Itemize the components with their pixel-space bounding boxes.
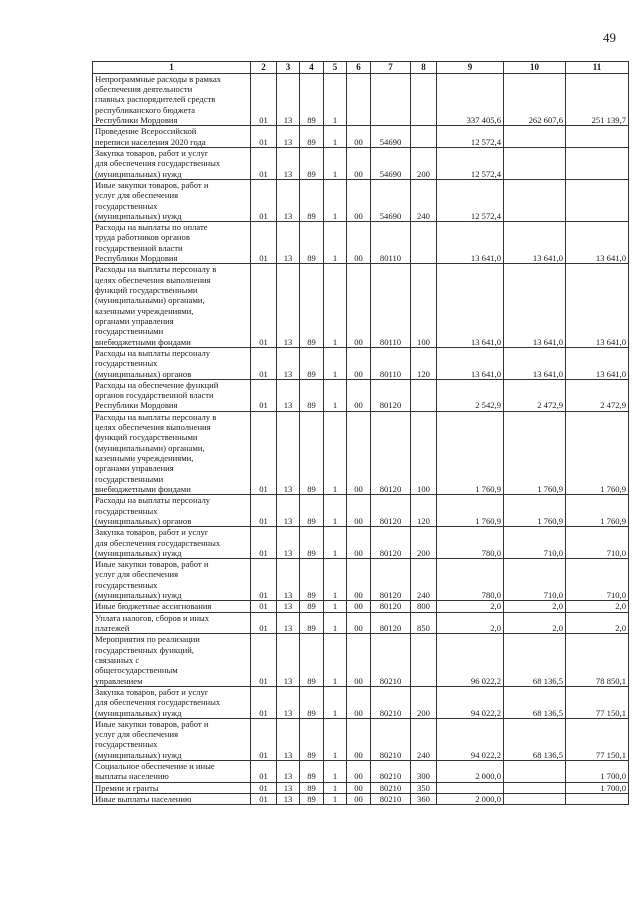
subsection-code: 13 [277, 794, 300, 805]
row-name: Иные выплаты населению [93, 794, 251, 805]
amount-col9: 12 572,4 [437, 126, 504, 148]
amount-col11: 1 760,9 [566, 411, 629, 495]
expense-type-code: 200 [411, 686, 437, 718]
direction-code: 80210 [371, 782, 411, 793]
amount-col11: 251 139,7 [566, 73, 629, 126]
direction-code: 80120 [371, 601, 411, 612]
event-code: 00 [347, 634, 371, 687]
event-code: 00 [347, 782, 371, 793]
amount-col10 [504, 794, 566, 805]
direction-code: 80210 [371, 761, 411, 783]
direction-code: 80110 [371, 264, 411, 348]
subsection-code: 13 [277, 612, 300, 634]
section-code: 01 [251, 222, 277, 264]
direction-code: 54690 [371, 147, 411, 179]
section-code: 01 [251, 601, 277, 612]
row-name: Социальное обеспечение и иные выплаты населению [93, 761, 251, 783]
program-code: 89 [300, 601, 324, 612]
subsection-code: 13 [277, 126, 300, 148]
expense-type-code: 100 [411, 264, 437, 348]
amount-col11: 1 700,0 [566, 761, 629, 783]
subprogram-code: 1 [324, 147, 347, 179]
column-header: 3 [277, 62, 300, 74]
direction-code: 80120 [371, 527, 411, 559]
amount-col9: 13 641,0 [437, 222, 504, 264]
table-row [93, 347, 629, 379]
subprogram-code: 1 [324, 179, 347, 221]
amount-col11: 77 150,1 [566, 718, 629, 760]
direction-code: 54690 [371, 179, 411, 221]
section-code: 01 [251, 527, 277, 559]
subsection-code: 13 [277, 782, 300, 793]
program-code: 89 [300, 347, 324, 379]
table-row [93, 612, 629, 634]
expense-type-code: 200 [411, 147, 437, 179]
amount-col9: 12 572,4 [437, 179, 504, 221]
amount-col10: 2,0 [504, 601, 566, 612]
subsection-code: 13 [277, 527, 300, 559]
event-code: 00 [347, 126, 371, 148]
direction-code: 80210 [371, 634, 411, 687]
column-header: 1 [93, 62, 251, 74]
row-name: Расходы на выплаты персоналу государственных (муниципальных) органов [93, 495, 251, 527]
subsection-code: 13 [277, 147, 300, 179]
subsection-code: 13 [277, 347, 300, 379]
event-code: 00 [347, 495, 371, 527]
event-code: 00 [347, 794, 371, 805]
direction-code: 80120 [371, 559, 411, 601]
direction-code: 80210 [371, 718, 411, 760]
section-code: 01 [251, 73, 277, 126]
amount-col9: 12 572,4 [437, 147, 504, 179]
column-header: 8 [411, 62, 437, 74]
subsection-code: 13 [277, 222, 300, 264]
subprogram-code: 1 [324, 495, 347, 527]
section-code: 01 [251, 761, 277, 783]
event-code: 00 [347, 718, 371, 760]
amount-col9: 1 760,9 [437, 411, 504, 495]
amount-col10 [504, 126, 566, 148]
amount-col11: 2 472,9 [566, 379, 629, 411]
section-code: 01 [251, 147, 277, 179]
table-row [93, 718, 629, 760]
section-code: 01 [251, 718, 277, 760]
amount-col11: 2,0 [566, 612, 629, 634]
program-code: 89 [300, 634, 324, 687]
subsection-code: 13 [277, 761, 300, 783]
amount-col9: 94 022,2 [437, 686, 504, 718]
section-code: 01 [251, 634, 277, 687]
table-row [93, 126, 629, 148]
expense-type-code [411, 634, 437, 687]
program-code: 89 [300, 147, 324, 179]
amount-col11: 710,0 [566, 527, 629, 559]
amount-col10: 262 607,6 [504, 73, 566, 126]
column-header: 7 [371, 62, 411, 74]
direction-code: 80120 [371, 379, 411, 411]
event-code: 00 [347, 559, 371, 601]
subprogram-code: 1 [324, 612, 347, 634]
program-code: 89 [300, 126, 324, 148]
amount-col10: 710,0 [504, 559, 566, 601]
amount-col10: 68 136,5 [504, 686, 566, 718]
table-row [93, 264, 629, 348]
section-code: 01 [251, 126, 277, 148]
table-row [93, 222, 629, 264]
amount-col11 [566, 126, 629, 148]
row-name: Непрограммные расходы в рамках обеспечения деятельности главных распорядителей средств республиканского бюджета Республики Мордовия [93, 73, 251, 126]
section-code: 01 [251, 264, 277, 348]
amount-col11: 2,0 [566, 601, 629, 612]
expense-type-code [411, 379, 437, 411]
amount-col9: 13 641,0 [437, 264, 504, 348]
amount-col9: 337 405,6 [437, 73, 504, 126]
direction-code: 80120 [371, 612, 411, 634]
expense-type-code: 240 [411, 179, 437, 221]
amount-col11: 710,0 [566, 559, 629, 601]
expense-type-code: 850 [411, 612, 437, 634]
amount-col10 [504, 761, 566, 783]
expense-type-code: 300 [411, 761, 437, 783]
subsection-code: 13 [277, 559, 300, 601]
section-code: 01 [251, 379, 277, 411]
row-name: Расходы на выплаты по оплате труда работников органов государственной власти Республики Мордовия [93, 222, 251, 264]
column-header: 5 [324, 62, 347, 74]
amount-col9: 2 000,0 [437, 794, 504, 805]
table-row [93, 601, 629, 612]
event-code: 00 [347, 612, 371, 634]
row-name: Расходы на обеспечение функций органов государственной власти Республики Мордовия [93, 379, 251, 411]
subprogram-code: 1 [324, 126, 347, 148]
amount-col10: 68 136,5 [504, 634, 566, 687]
table-row [93, 782, 629, 793]
row-name: Иные бюджетные ассигнования [93, 601, 251, 612]
row-name: Расходы на выплаты персоналу в целях обеспечения выполнения функций государственными (муниципальными) органами, казенными учреждениями, органами управления государственными внебюджетными фондами [93, 411, 251, 495]
subsection-code: 13 [277, 718, 300, 760]
table-row [93, 527, 629, 559]
table-row [93, 794, 629, 805]
amount-col11 [566, 179, 629, 221]
expense-type-code: 200 [411, 527, 437, 559]
expense-type-code: 240 [411, 559, 437, 601]
section-code: 01 [251, 179, 277, 221]
program-code: 89 [300, 612, 324, 634]
amount-col10: 13 641,0 [504, 264, 566, 348]
subprogram-code: 1 [324, 718, 347, 760]
amount-col10: 68 136,5 [504, 718, 566, 760]
subsection-code: 13 [277, 634, 300, 687]
direction-code: 80110 [371, 347, 411, 379]
amount-col10 [504, 179, 566, 221]
subprogram-code: 1 [324, 601, 347, 612]
amount-col10: 1 760,9 [504, 411, 566, 495]
expense-type-code [411, 73, 437, 126]
subsection-code: 13 [277, 264, 300, 348]
row-name: Проведение Всероссийской переписи населения 2020 года [93, 126, 251, 148]
subsection-code: 13 [277, 601, 300, 612]
amount-col11: 13 641,0 [566, 222, 629, 264]
amount-col11: 13 641,0 [566, 347, 629, 379]
subprogram-code: 1 [324, 222, 347, 264]
subsection-code: 13 [277, 686, 300, 718]
subsection-code: 13 [277, 179, 300, 221]
table-row [93, 179, 629, 221]
table-row [93, 761, 629, 783]
table-row [93, 495, 629, 527]
amount-col10: 2,0 [504, 612, 566, 634]
subprogram-code: 1 [324, 411, 347, 495]
direction-code: 80120 [371, 411, 411, 495]
direction-code: 54690 [371, 126, 411, 148]
event-code: 00 [347, 601, 371, 612]
table-row [93, 73, 629, 126]
column-header: 2 [251, 62, 277, 74]
amount-col10 [504, 782, 566, 793]
amount-col11: 78 850,1 [566, 634, 629, 687]
subsection-code: 13 [277, 411, 300, 495]
program-code: 89 [300, 782, 324, 793]
program-code: 89 [300, 379, 324, 411]
row-name: Расходы на выплаты персоналу государственных (муниципальных) органов [93, 347, 251, 379]
amount-col11: 1 700,0 [566, 782, 629, 793]
expense-type-code [411, 126, 437, 148]
event-code: 00 [347, 527, 371, 559]
amount-col11: 13 641,0 [566, 264, 629, 348]
program-code: 89 [300, 222, 324, 264]
subprogram-code: 1 [324, 782, 347, 793]
expense-type-code [411, 222, 437, 264]
amount-col9: 2 000,0 [437, 761, 504, 783]
table-row [93, 147, 629, 179]
subprogram-code: 1 [324, 686, 347, 718]
amount-col10: 2 472,9 [504, 379, 566, 411]
column-header: 10 [504, 62, 566, 74]
direction-code: 80210 [371, 794, 411, 805]
section-code: 01 [251, 347, 277, 379]
amount-col9: 780,0 [437, 559, 504, 601]
column-header: 4 [300, 62, 324, 74]
program-code: 89 [300, 495, 324, 527]
program-code: 89 [300, 179, 324, 221]
program-code: 89 [300, 686, 324, 718]
column-header: 11 [566, 62, 629, 74]
amount-col9: 2,0 [437, 612, 504, 634]
page-number: 49 [603, 30, 616, 45]
section-code: 01 [251, 612, 277, 634]
amount-col10: 1 760,9 [504, 495, 566, 527]
subprogram-code: 1 [324, 527, 347, 559]
program-code: 89 [300, 794, 324, 805]
table-row [93, 686, 629, 718]
table-row [93, 379, 629, 411]
row-name: Мероприятия по реализации государственных функций, связанных с общегосударственным управлением [93, 634, 251, 687]
event-code: 00 [347, 411, 371, 495]
program-code: 89 [300, 718, 324, 760]
direction-code: 80210 [371, 686, 411, 718]
row-name: Закупка товаров, работ и услуг для обеспечения государственных (муниципальных) нужд [93, 527, 251, 559]
subprogram-code: 1 [324, 73, 347, 126]
amount-col9: 13 641,0 [437, 347, 504, 379]
row-name: Закупка товаров, работ и услуг для обеспечения государственных (муниципальных) нужд [93, 147, 251, 179]
event-code: 00 [347, 379, 371, 411]
section-code: 01 [251, 686, 277, 718]
amount-col9: 2 542,9 [437, 379, 504, 411]
row-name: Иные закупки товаров, работ и услуг для обеспечения государственных (муниципальных) нужд [93, 559, 251, 601]
section-code: 01 [251, 495, 277, 527]
amount-col9: 94 022,2 [437, 718, 504, 760]
expense-type-code: 120 [411, 495, 437, 527]
row-name: Иные закупки товаров, работ и услуг для обеспечения государственных (муниципальных) нужд [93, 718, 251, 760]
program-code: 89 [300, 264, 324, 348]
row-name: Премии и гранты [93, 782, 251, 793]
table-row [93, 411, 629, 495]
subprogram-code: 1 [324, 761, 347, 783]
expense-type-code: 350 [411, 782, 437, 793]
direction-code: 80110 [371, 222, 411, 264]
amount-col10: 13 641,0 [504, 222, 566, 264]
direction-code: 80120 [371, 495, 411, 527]
amount-col10: 13 641,0 [504, 347, 566, 379]
table-row [93, 559, 629, 601]
event-code: 00 [347, 347, 371, 379]
amount-col11 [566, 147, 629, 179]
amount-col10: 710,0 [504, 527, 566, 559]
subsection-code: 13 [277, 379, 300, 411]
header-row [93, 62, 629, 74]
expense-type-code: 120 [411, 347, 437, 379]
row-name: Иные закупки товаров, работ и услуг для обеспечения государственных (муниципальных) нужд [93, 179, 251, 221]
table-row [93, 634, 629, 687]
event-code: 00 [347, 179, 371, 221]
section-code: 01 [251, 559, 277, 601]
program-code: 89 [300, 761, 324, 783]
subprogram-code: 1 [324, 347, 347, 379]
expense-type-code: 360 [411, 794, 437, 805]
amount-col9: 1 760,9 [437, 495, 504, 527]
column-header: 6 [347, 62, 371, 74]
program-code: 89 [300, 73, 324, 126]
section-code: 01 [251, 794, 277, 805]
budget-table [92, 61, 629, 805]
event-code: 00 [347, 147, 371, 179]
row-name: Уплата налогов, сборов и иных платежей [93, 612, 251, 634]
section-code: 01 [251, 411, 277, 495]
expense-type-code: 240 [411, 718, 437, 760]
event-code: 00 [347, 686, 371, 718]
column-header: 9 [437, 62, 504, 74]
direction-code [371, 73, 411, 126]
row-name: Расходы на выплаты персоналу в целях обеспечения выполнения функций государственными (муниципальными) органами, казенными учреждениями, органами управления государственными внебюджетными фондами [93, 264, 251, 348]
amount-col11: 1 760,9 [566, 495, 629, 527]
event-code: 00 [347, 222, 371, 264]
subprogram-code: 1 [324, 379, 347, 411]
event-code: 00 [347, 264, 371, 348]
row-name: Закупка товаров, работ и услуг для обеспечения государственных (муниципальных) нужд [93, 686, 251, 718]
section-code: 01 [251, 782, 277, 793]
event-code: 00 [347, 761, 371, 783]
program-code: 89 [300, 527, 324, 559]
expense-type-code: 100 [411, 411, 437, 495]
amount-col9: 780,0 [437, 527, 504, 559]
amount-col9 [437, 782, 504, 793]
subprogram-code: 1 [324, 264, 347, 348]
amount-col11: 77 150,1 [566, 686, 629, 718]
subsection-code: 13 [277, 495, 300, 527]
subsection-code: 13 [277, 73, 300, 126]
amount-col11 [566, 794, 629, 805]
amount-col9: 2,0 [437, 601, 504, 612]
subprogram-code: 1 [324, 794, 347, 805]
subprogram-code: 1 [324, 559, 347, 601]
amount-col10 [504, 147, 566, 179]
program-code: 89 [300, 411, 324, 495]
event-code [347, 73, 371, 126]
expense-type-code: 800 [411, 601, 437, 612]
program-code: 89 [300, 559, 324, 601]
subprogram-code: 1 [324, 634, 347, 687]
amount-col9: 96 022,2 [437, 634, 504, 687]
